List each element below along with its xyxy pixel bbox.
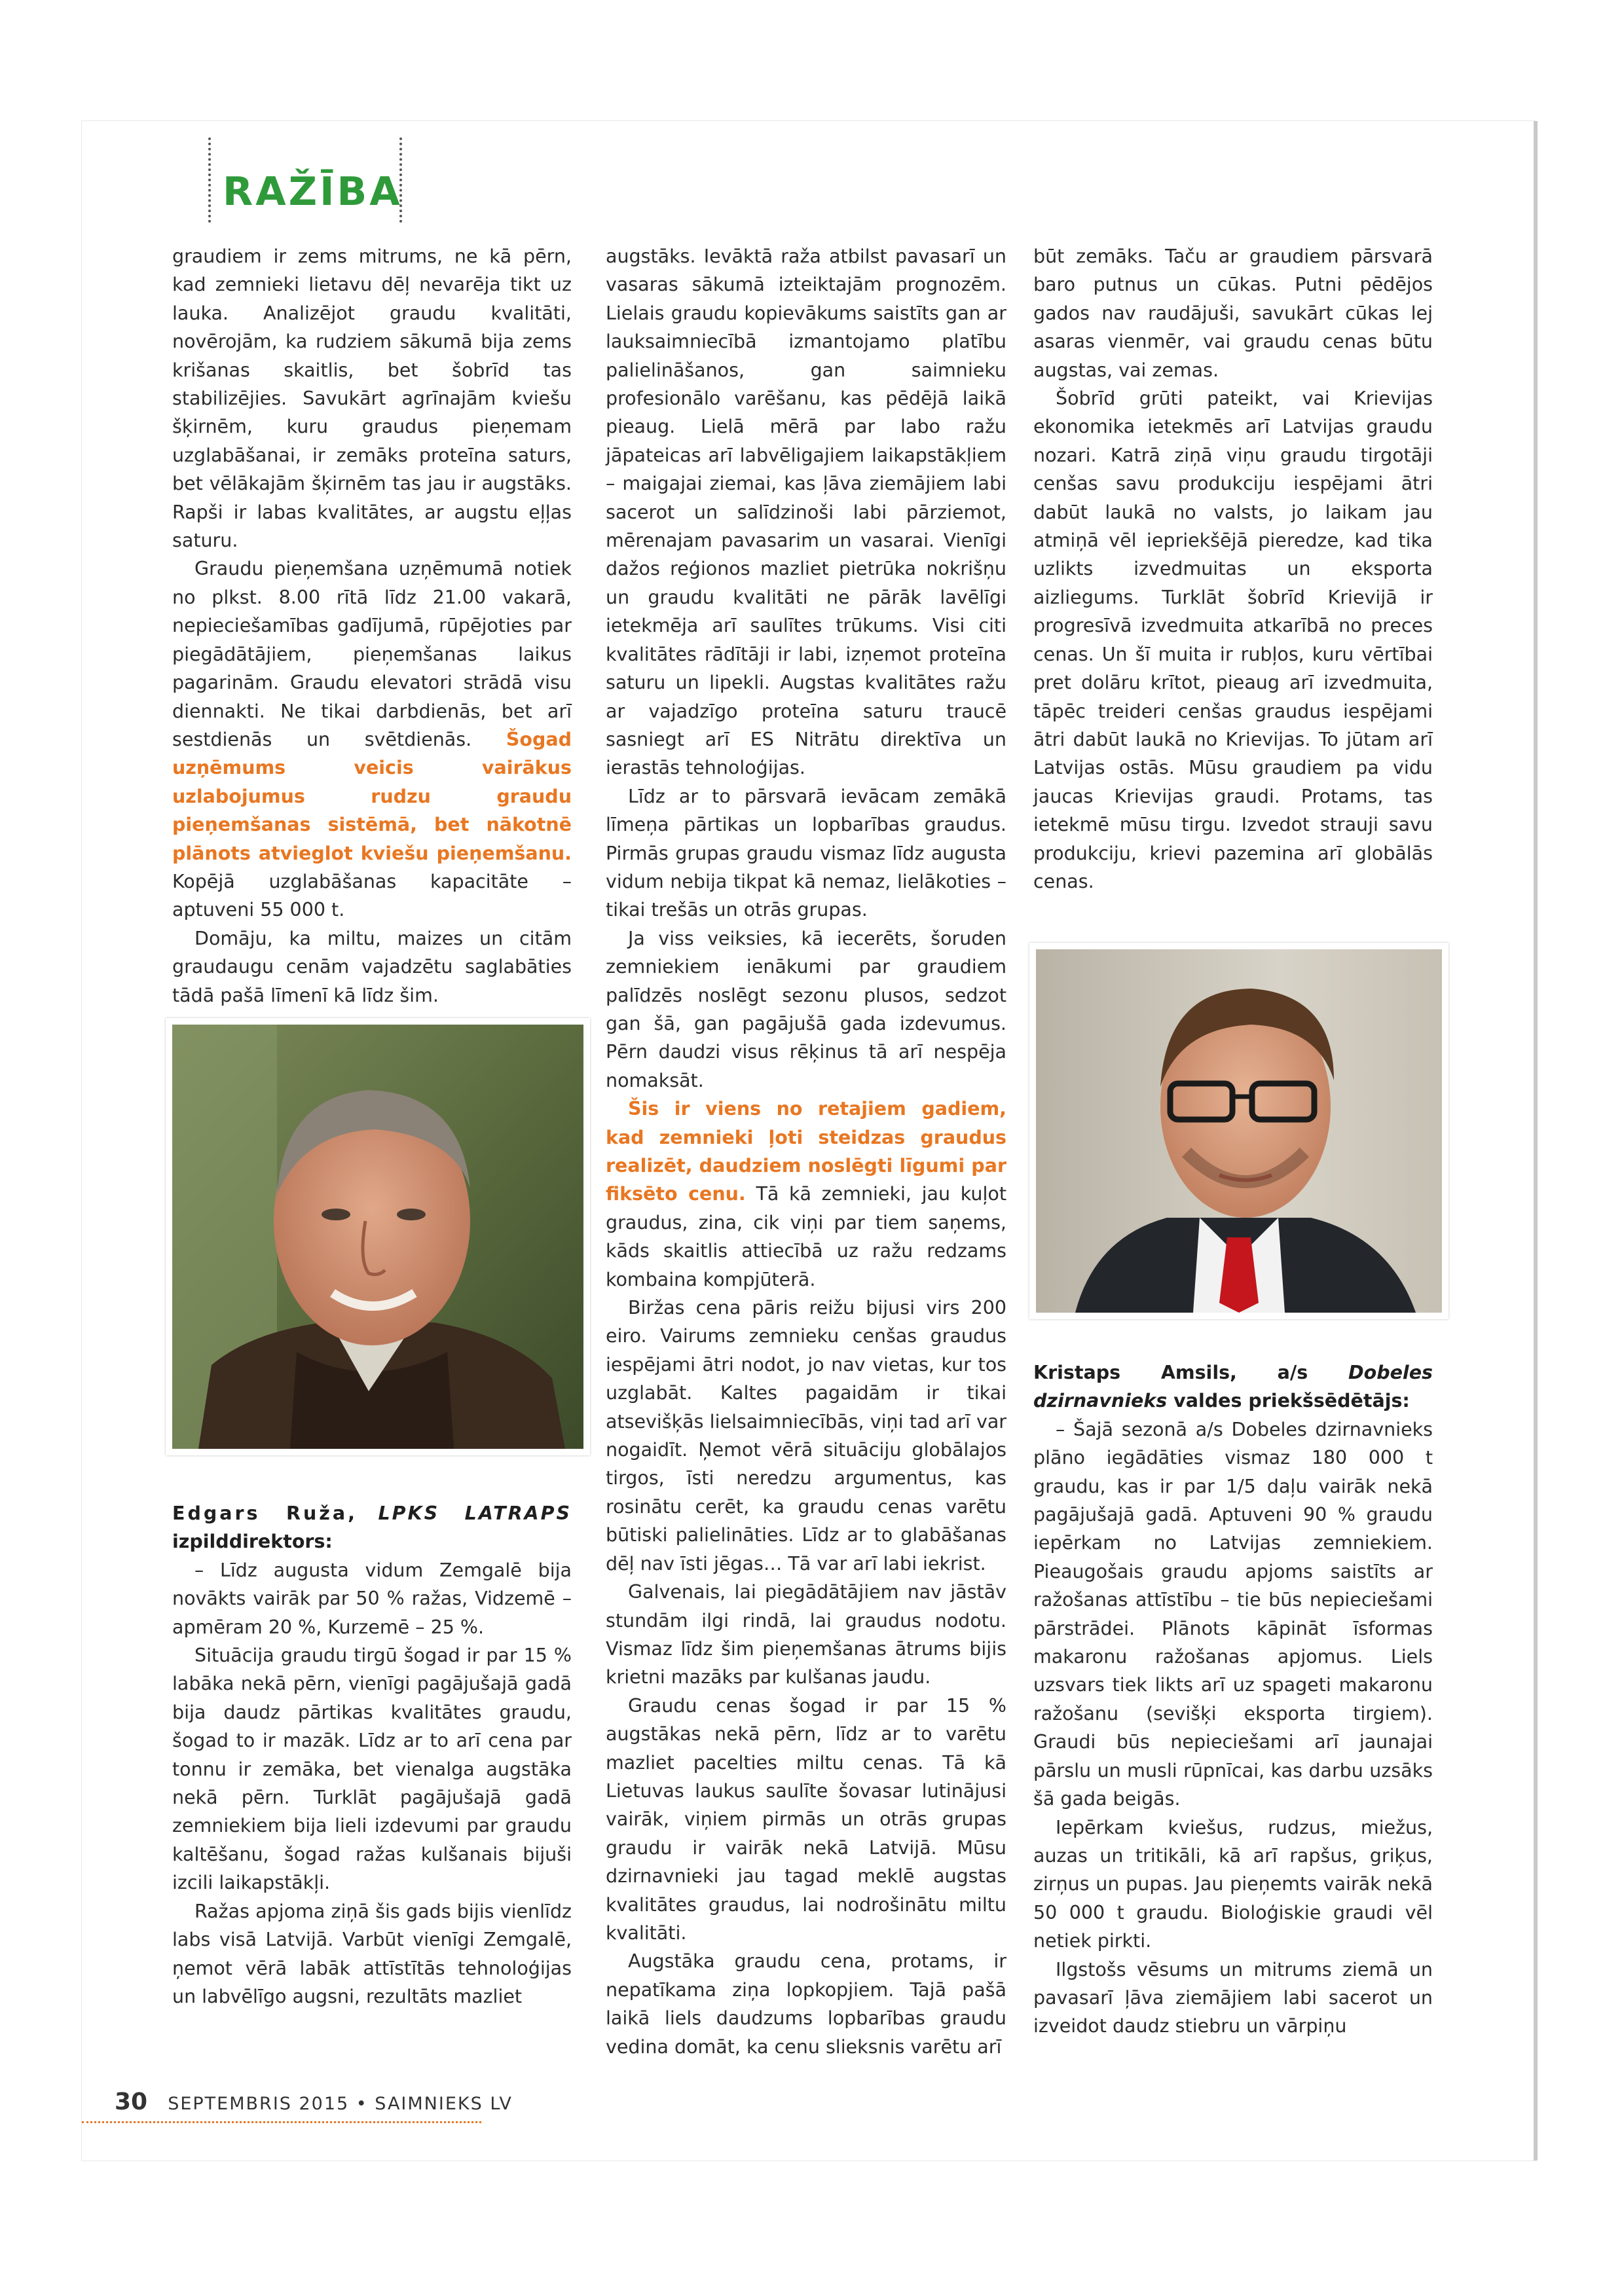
photo-kristaps-amsils <box>1029 943 1449 1319</box>
person-role: izpilddirektors: <box>172 1531 333 1553</box>
paragraph: Biržas cena pāris reižu bijusi virs 200 eiro. Vairums zemnieku cenšas graudus iespējami ātri nodot, jo nav vietas, kur tos uzglabāt. Kaltes pagaidām ir tikai atsevišķās lielsaimniecībās, viņi tad arī var nogaidīt. Ņemot vērā situāciju globālajos tirgos, īsti neredzu argumentus, kas rosinātu cerēt, ka graudu cenas varētu būtiski palielināties. Līdz ar to glabāšanas dēļ nav īsti jēgas… Tā var arī labi iekrist. <box>606 1297 1006 1575</box>
page-number: 30 <box>115 2088 148 2115</box>
portrait-image <box>172 1025 583 1449</box>
paragraph: Domāju, ka miltu, maizes un citām graudaugu cenām vajadzētu saglabāties tādā pašā līmenī kā līdz šim. <box>172 927 572 1006</box>
paragraph <box>172 555 572 924</box>
paragraph: augstāks. Ievāktā raža atbilst pavasarī un vasaras sākumā izteiktajām prognozēm. Lielais graudu kopievākums saistīts gan ar lauksaimniecībā izmantojamo platību palielināšanos, gan saimnieku profesionālo varēšanu, kas pēdējā laikā pieaug. Lielā mērā par labo ražu jāpateicas arī labvēligajiem laikapstākļiem – maigajai ziemai, kas ļāva ziemājiem labi sacerot un salīdzinoši labi pārziemot, mērenajam pavasarim un vasarai. Vienīgi dažos reģionos mazliet pietrūka nokrišņu un graudu kvalitāti ne pārāk lavēlīgi ietekmēja arī saulītes trūkums. Visi citi kvalitātes rādītāji ir labi, izņemot proteīna saturu un lipekli. Augstas kvalitātes ražu ar vajadzīgo proteīna saturu traucē sasniegt arī ES Nitrātu direktīva un ierastās tehnoloģijas. <box>606 246 1006 779</box>
paragraph: Šobrīd grūti pateikt, vai Krievijas ekonomika ietekmēs arī Latvijas graudu nozari. Katrā ziņā viņu graudu tirgotāji cenšas savu produkciju iespējami ātri dabūt laukā no valsts, jo laikam jau atmiņā vēl iepriekšējā pieredze, kad tika uzlikts izvedmuitas un eksporta aizliegums. Turklāt šobrīd Krievijā ir progresīvā izvedmuita atkarībā no preces cenas. Un šī muita ir rubļos, kuru vērtībai pret dolāru krītot, pieaug arī izvedmuita, tāpēc treideri cenšas graudus iespējami ātri dabūt laukā no Krievijas. To jūtam arī Latvijas ostās. Mūsu graudiem pa vidu jaucas Krievijas graudi. Protams, tas ietekmē mūsu tirgu. Izvedot strauji savu produkciju, krievi pazemina arī globālās cenas. <box>1033 388 1433 892</box>
paragraph: Līdz ar to pārsvarā ievācam zemākā līmeņa pārtikas un lopbarības graudus. Pirmās grupas graudu vismaz līdz augusta vidum nebija tikpat kā nemaz, lielākoties – tikai trešās un otrās grupas. <box>606 785 1006 921</box>
column-1-lower <box>172 1499 572 2011</box>
magazine-issue: SEPTEMBRIS 2015 • SAIMNIEKS LV <box>168 2094 513 2114</box>
footer-divider <box>82 2121 481 2123</box>
column-3-lower <box>1033 1358 1433 2041</box>
organization: LPKS LATRAPS <box>378 1503 572 1524</box>
paragraph: Ja viss veiksies, kā iecerēts, šoruden zemniekiem ienākumi par graudiem palīdzēs noslēgt sezonu plusos, sedzot gan šā, gan pagājušā gada izdevumus. Pērn daudzi visus rēķinus tā arī nespēja nomaksāt. <box>606 927 1006 1091</box>
divider <box>208 137 211 223</box>
paragraph <box>606 1095 1006 1294</box>
person-name: Kristaps Amsils, a/s <box>1033 1362 1308 1383</box>
paragraph: Iepērkam kviešus, rudzus, miežus, auzas un tritikāli, kā arī rapšus, griķus, zirņus un pupas. Jau pieņemts vairāk nekā 50 000 t graudu. Bioloģiskie graudi vēl netiek pirkti. <box>1033 1816 1433 1952</box>
text-run: , <box>348 1503 378 1524</box>
page-edge <box>1534 121 1538 2160</box>
column-3-top <box>1033 242 1433 896</box>
photo-edgars-ruza <box>166 1018 590 1455</box>
text-run: Kopējā uzglabāšanas kapacitāte – aptuveni 55 000 t. <box>172 870 572 921</box>
paragraph: būt zemāks. Taču ar graudiem pārsvarā baro putnus un cūkas. Putni pēdējos gados nav raudājuši, savukārt cūkas lej asaras vienmēr, vai graudu cenas būtu augstas, vai zemas. <box>1033 246 1433 381</box>
column-2 <box>606 242 1006 2061</box>
paragraph: Situācija graudu tirgū šogad ir par 15 % labāka nekā pērn, vienīgi pagājušajā gadā bija daudz pārtikas kvalitātes graudu, šogad to ir mazāk. Līdz ar to arī cena par tonnu ir zemāka, bet vienalga augstāka nekā pērn. Turklāt pagājušajā gadā zemniekiem bija lieli izdevumi par graudu kaltēšanu, šogad ražas kulšanais bijuši izcili laikapstākļi. <box>172 1645 572 1894</box>
paragraph: Augstāka graudu cena, protams, ir nepatīkama ziņa lopkopjiem. Tajā pašā laikā liels daudzums lopbarības graudu vedina domāt, ka cenu slieksnis varētu arī <box>606 1950 1006 2058</box>
paragraph: Ilgstošs vēsums un mitrums ziemā un pavasarī ļāva ziemājiem labi sacerot un izveidot daudz stiebru un vārpiņu <box>1033 1958 1433 2037</box>
paragraph: – Šajā sezonā a/s Dobeles dzirnavnieks plāno iegādāties vismaz 180 000 t graudu, kas ir par 1/5 daļu vairāk nekā pagājušajā gadā. Aptuveni 90 % graudu iepērkam no Latvijas zemniekiem. Pieaugošais graudu apjoms saistīts ar ražošanas attīstību – tie būs nepieciešami pārstrādei. Plānots kāpināt īsformas makaronu ražošanas apjomus. Liels uzsvars tiek likts arī uz spageti makaronu ražošanu (sevišķi eksporta tirgiem). Graudi būs nepieciešami arī jaunajai pārslu un musli rūpnīcai, kas darbu uzsāks šā gada beigās. <box>1033 1418 1433 1810</box>
highlight-quote: Šis ir viens no retajiem gadiem, kad zemnieki ļoti steidzas graudus realizēt, daudziem noslēgti līgumi par fiksēto cenu. <box>606 1098 1006 1205</box>
text-run: Graudu pieņemšana uzņēmumā notiek no plkst. 8.00 rītā līdz 21.00 vakarā, nepieciešamības gadījumā, rūpējoties par piegādātājiem, pieņemšanas laikus pagarinām. Graudu elevatori strādā visu diennakti. Ne tikai darbdienās, bet arī sestdienās un svētdienās. <box>172 558 572 750</box>
highlight-quote: Šogad uzņēmums veicis vairākus uzlabojumus rudzu graudu pieņemšanas sistēmā, bet nākotnē plānots atvieglot kviešu pieņemšanu. <box>172 728 572 864</box>
organization: Dobeles dzirnavnieks <box>1033 1362 1433 1412</box>
portrait-image <box>1036 949 1442 1313</box>
text-run: Tā kā zemnieki, jau kuļot graudus, zina, cik viņi par tiem saņems, kāds skaitlis attiecībā uz ražu redzams kombaina kompjūterā. <box>606 1183 1006 1290</box>
interviewee-caption <box>1033 1358 1433 1415</box>
paragraph: Ražas apjoma ziņā šis gads bijis vienlīdz labs visā Latvijā. Varbūt vienīgi Zemgalē, ņemot vērā labāk attīstītās tehnoloģijas un labvēlīgo augsni, rezultāts mazliet <box>172 1900 572 2007</box>
paragraph: Galvenais, lai piegādātājiem nav jāstāv stundām ilgi rindā, lai graudus nodotu. Vismaz līdz šim pieņemšanas ātrums bijis krietni mazāks par kulšanas jaudu. <box>606 1581 1006 1688</box>
column-1-top <box>172 242 572 1010</box>
page-footer <box>115 2088 513 2115</box>
paragraph: – Līdz augusta vidum Zemgalē bija novākts vairāk par 50 % ražas, Vidzemē – apmēram 20 %, Kurzemē – 25 %. <box>172 1559 572 1638</box>
person-name: Edgars Ruža <box>172 1503 348 1524</box>
paragraph: Graudu cenas šogad ir par 15 % augstākas nekā pērn, līdz ar to varētu mazliet pacelties miltu cenas. Tā kā Lietuvas laukus saulīte šovasar lutinājusi vairāk, viņiem pirmās un otrās grupas graudu ir vairāk nekā Latvijā. Mūsu dzirnavnieki jau tagad meklē augstas kvalitātes graudus, lai nodrošinātu miltu kvalitāti. <box>606 1694 1006 1944</box>
interviewee-caption <box>172 1499 572 1556</box>
paragraph: graudiem ir zems mitrums, ne kā pērn, kad zemnieki lietavu dēļ nevarēja tikt uz lauka. Analizējot graudu kvalitāti, novērojām, ka rudziem sākumā bija zems krišanas skaitlis, bet šobrīd tas stabilizējies. Savukārt agrīnajām kviešu šķirnēm, kuru graudus pieņemam uzglabāšanai, ir zemāks proteīna saturs, bet vēlākajām šķirnēm tas jau ir augstāks. Rapši ir labas kvalitātes, ar augstu eļļas saturu. <box>172 246 572 552</box>
person-role: valdes priekšsēdētājs: <box>1173 1390 1410 1412</box>
section-title: RAŽĪBA <box>223 169 403 215</box>
